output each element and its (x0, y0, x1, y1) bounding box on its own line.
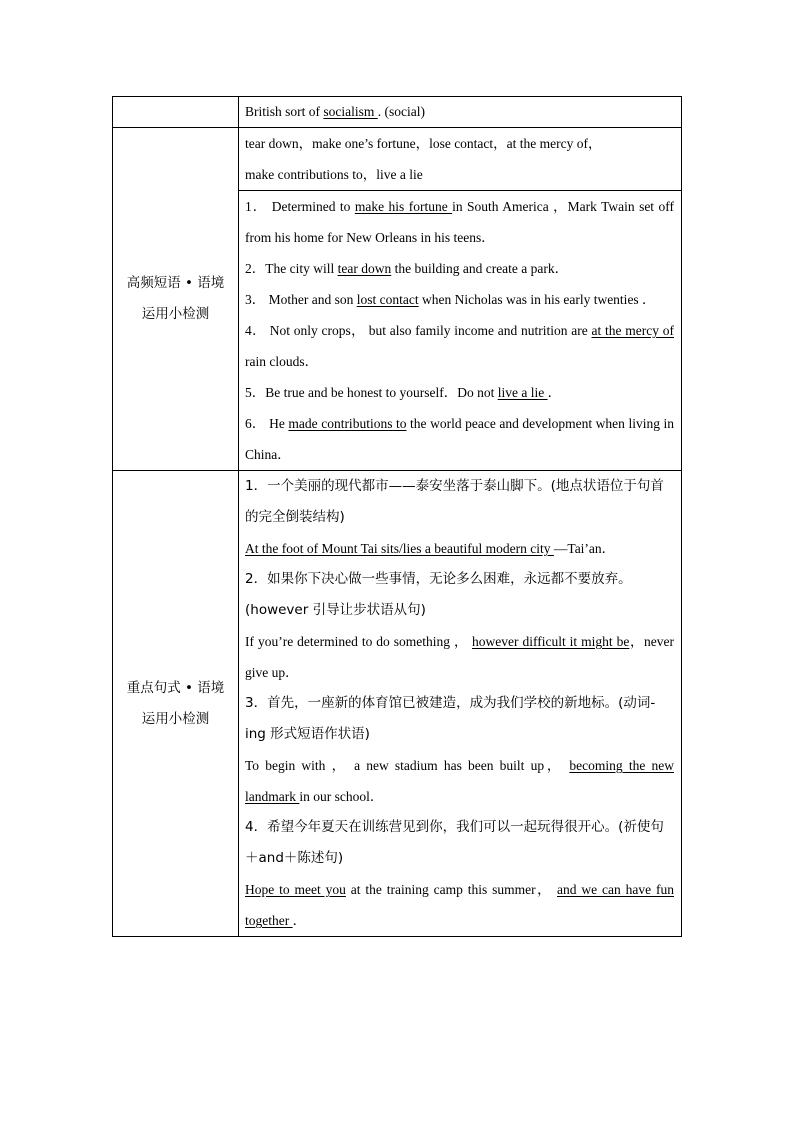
row-content (239, 471, 682, 937)
answer-blank: and we can have fun together (245, 882, 674, 928)
exercise-table (112, 96, 682, 937)
label-line: 高频短语 • 语境 (126, 275, 225, 291)
list-item: 6． He made contributions to the world peace and development when living in China． (245, 416, 675, 462)
answer-line: Hope to meet you at the training camp this summer， and we can have fun together ． (245, 882, 674, 928)
answer-blank: Hope to meet you (245, 882, 346, 897)
answer-blank: make his fortune (354, 199, 453, 214)
prompt: 4．希望今年夏天在训练营见到你，我们可以一起玩得很开心。(祈使句＋and＋陈述句) (245, 819, 664, 866)
row-label-phrases (113, 128, 239, 471)
answer-blank: socialism (323, 104, 378, 119)
answer-blank: At the foot of Mount Tai sits/lies a beautiful modern city (245, 541, 554, 556)
sentence-exercise (245, 471, 674, 564)
phrase-line: tear down，make one’s fortune，lose contact，at the mercy of， (245, 136, 602, 151)
row-label-empty (113, 97, 239, 128)
text: . (social) (377, 104, 425, 119)
row-label-sentences (113, 471, 239, 937)
prompt: 2．如果你下决心做一些事情，无论多么困难，永远都不要放弃。(however 引导让步状语从句) (245, 571, 632, 618)
answer-line: At the foot of Mount Tai sits/lies a beautiful modern city —Tai’an． (245, 541, 616, 556)
answer-blank: made contributions to (288, 416, 407, 431)
prompt: 1．一个美丽的现代都市——泰安坐落于泰山脚下。(地点状语位于句首的完全倒装结构) (245, 478, 664, 525)
table-row (113, 97, 682, 128)
table-row (113, 471, 682, 937)
answer-line: If you’re determined to do something ， however difficult it might be，never give up． (245, 634, 675, 680)
label-line: 运用小检测 (141, 710, 210, 727)
answer-blank: live a lie (497, 385, 548, 400)
exercise-list (239, 190, 681, 470)
phrase-list (245, 128, 674, 190)
answer-blank: however difficult it might be (472, 634, 630, 649)
prompt: 3．首先，一座新的体育馆已被建造，成为我们学校的新地标。(动词-ing 形式短语作状语) (245, 695, 656, 742)
answer-blank: at the mercy of (591, 323, 674, 338)
answer-line: To begin with ， a new stadium has been built up， becoming the new landmark in our school． (245, 758, 674, 804)
answer-blank: becoming the new landmark (245, 758, 674, 804)
text: British sort of (245, 104, 324, 119)
sentence-line (245, 97, 674, 127)
row-content (239, 97, 682, 128)
answer-blank: lost contact (356, 292, 419, 307)
phrase-line: make contributions to，live a lie (245, 167, 423, 182)
label-line: 运用小检测 (141, 306, 210, 322)
table-row (113, 128, 682, 471)
list-item: 1． Determined to make his fortune in South America ，Mark Twain set off from his home for New Orleans in his teens． (245, 199, 674, 245)
sentence-exercise (245, 812, 674, 936)
row-content (239, 128, 682, 471)
sentence-exercise (245, 688, 674, 812)
list-item: 3． Mother and son lost contact when Nicholas was in his early twenties ． (245, 292, 656, 307)
answer-blank: tear down (337, 261, 392, 276)
label-line: 重点句式 • 语境 (126, 679, 225, 696)
sentence-exercise (245, 564, 674, 688)
list-item: 2．The city will tear down the building and create a park． (245, 261, 569, 276)
list-item: 5．Be true and be honest to yourself．Do not live a lie ． (245, 385, 562, 400)
list-item: 4． Not only crops， but also family income and nutrition are at the mercy of rain clouds． (245, 323, 674, 369)
